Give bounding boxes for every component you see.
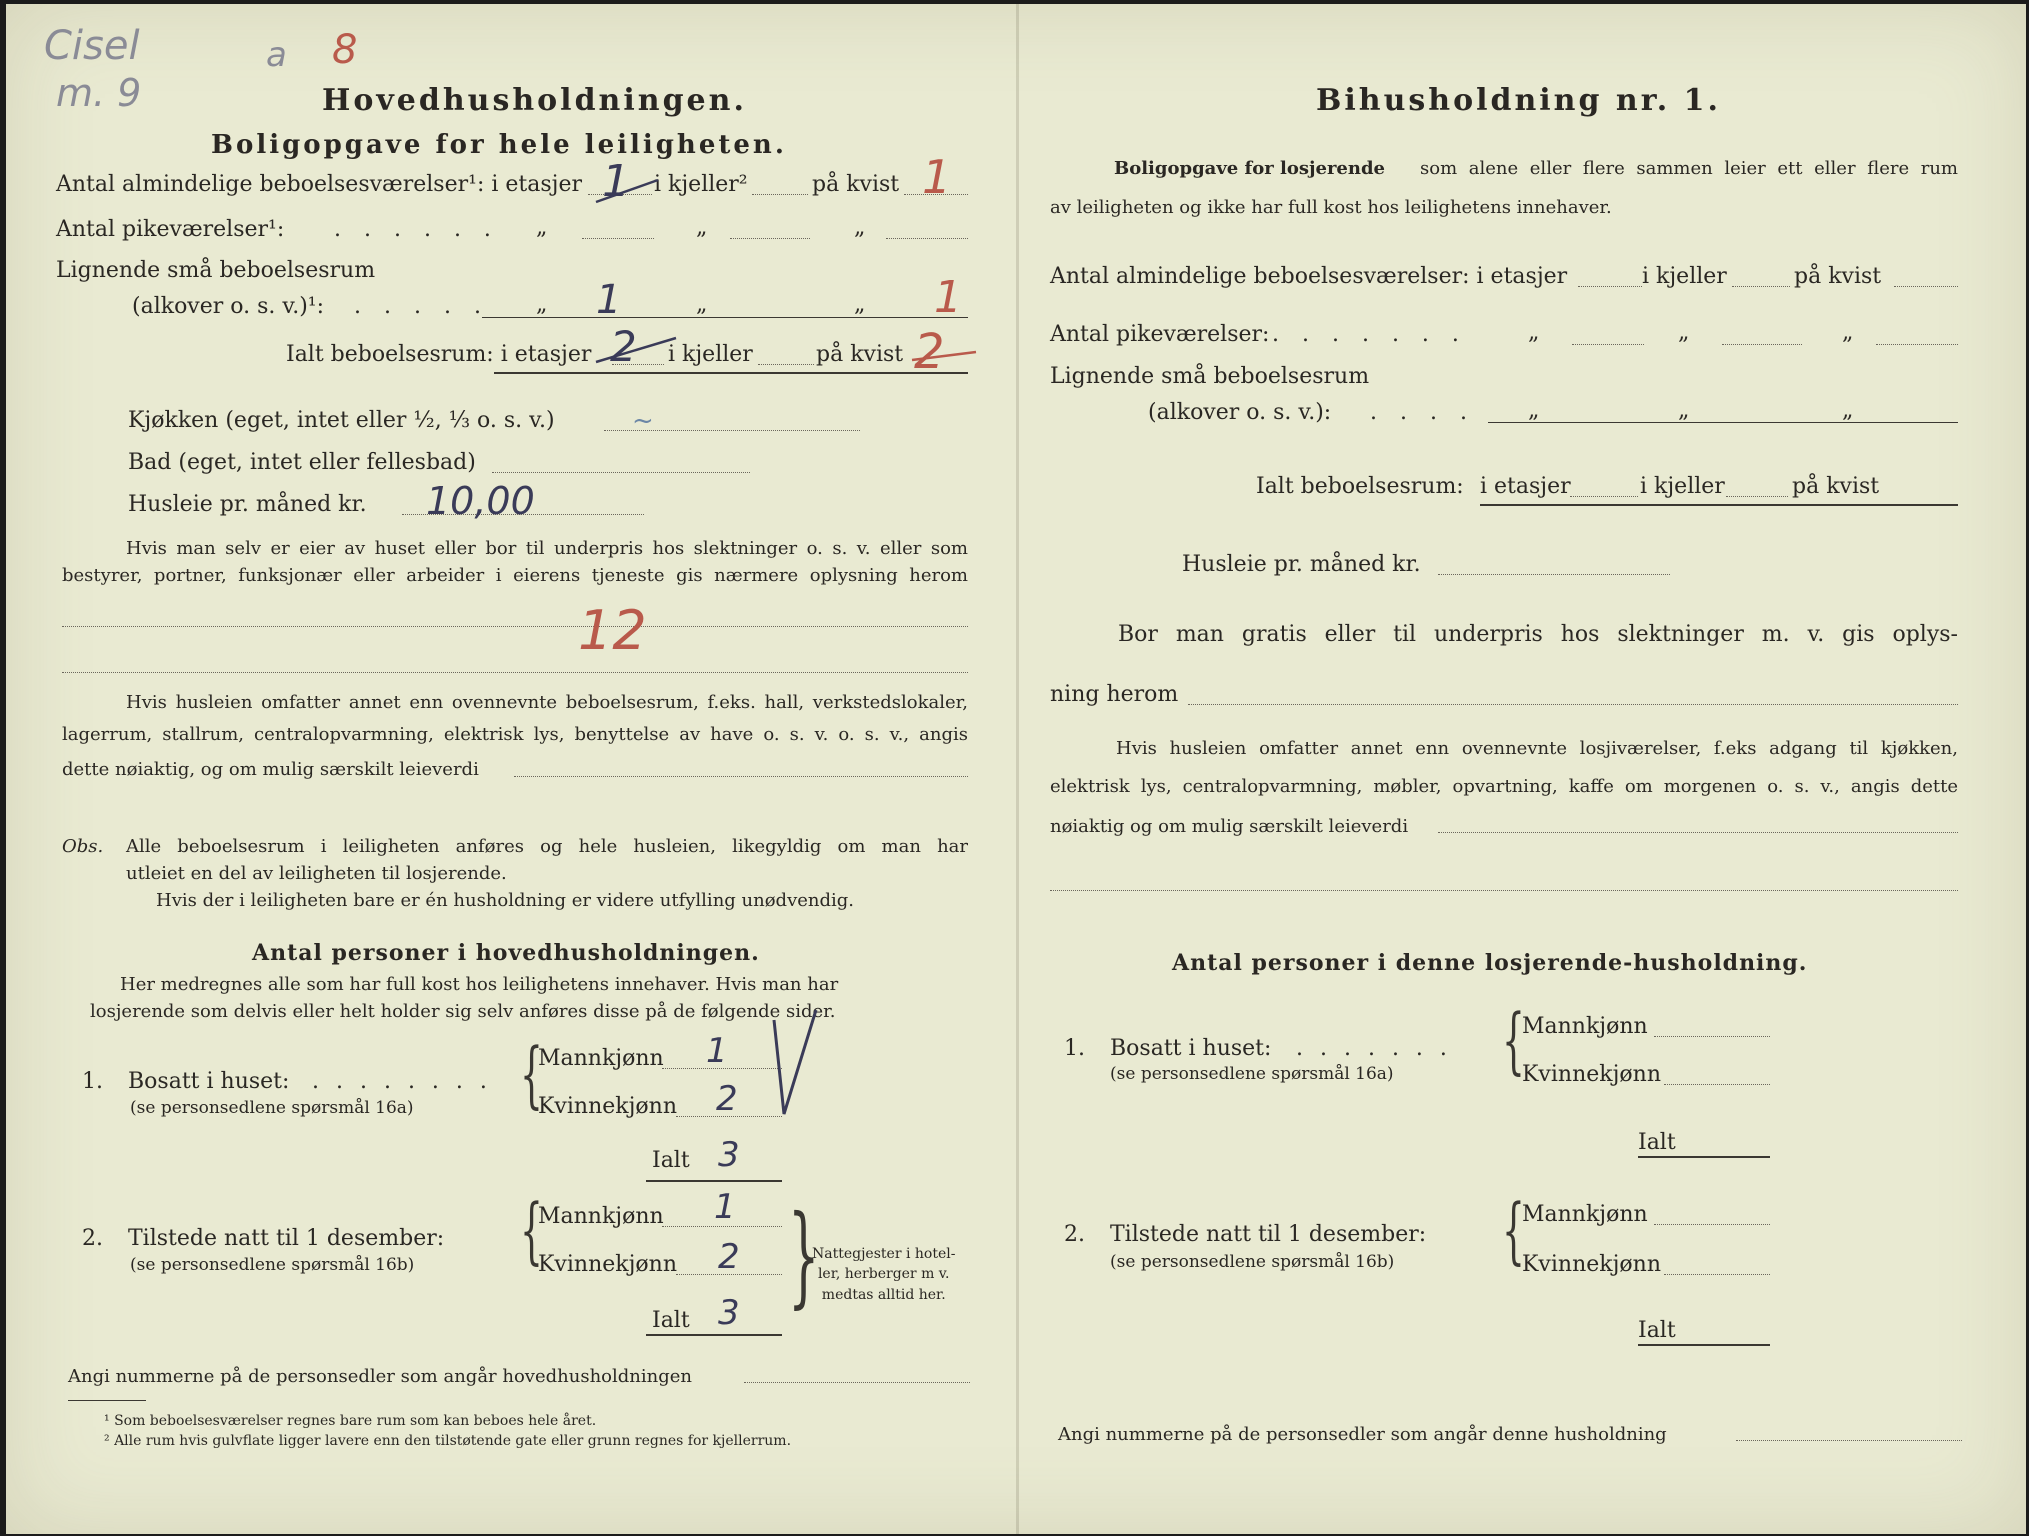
handwritten-ialt-etasjer-stroke [596, 338, 676, 362]
right-ialt-underline [1480, 504, 1958, 506]
left-row2-dots: . . . . . . [334, 217, 499, 242]
right-q2-ialt-label: Ialt [1638, 1318, 1676, 1343]
right-row1-kvist-label: på kvist [1794, 264, 1882, 289]
left-subtitle: Boligopgave for hele leiligheten. [211, 130, 787, 160]
left-q1-dots: . . . . . . . . [312, 1069, 492, 1094]
left-omfatter-line [514, 776, 968, 777]
handwritten-corner-mark-1: a [266, 35, 287, 75]
left-kjokken-label: Kjøkken (eget, intet eller ½, ⅓ o. s. v.) [128, 408, 555, 433]
left-eier-text-1: Hvis man selv er eier av huset eller bor til underpris hos slektninger o. s. v. eller som [126, 538, 968, 559]
left-husleie-label: Husleie pr. måned kr. [128, 492, 367, 517]
left-nattegjester-line-1: Nattegjester i hotel- [812, 1246, 956, 1262]
right-q1-number: 1. [1064, 1036, 1085, 1061]
left-bad-label: Bad (eget, intet eller fellesbad) [128, 450, 476, 475]
left-footnote-1: ¹ Som beboelsesværelser regnes bare rum som kan beboes hele året. [104, 1413, 597, 1429]
handwritten-corner-note-1: Cisel [44, 23, 140, 69]
left-nattegjester-line-3: medtas alltid her. [821, 1286, 946, 1303]
right-row3-ditto-1: „ [1528, 398, 1540, 423]
right-q1-brace: { [1502, 998, 1525, 1082]
right-omfatter-line-1 [1438, 832, 1958, 833]
left-omfatter-text-3: dette nøiaktig, og om mulig særskilt leieverdi [62, 759, 479, 780]
right-ialt-label: Ialt beboelsesrum: [1256, 474, 1464, 499]
right-row3-sublabel: (alkover o. s. v.): [1148, 400, 1332, 425]
left-nattegjester-note [812, 1244, 955, 1305]
right-husleie-label: Husleie pr. måned kr. [1182, 552, 1421, 577]
right-row3-label: Lignende små beboelsesrum [1050, 364, 1370, 389]
left-omfatter-text-1: Hvis husleien omfatter annet enn ovennevnte beboelsesrum, f.eks. hall, verkstedslokaler, [126, 692, 968, 713]
right-ialt-kjeller-line [1726, 496, 1788, 497]
handwritten-ialt-kvist: 2 [914, 324, 945, 380]
right-q1-mann-label: Mannkjønn [1522, 1014, 1648, 1039]
left-q2-label: Tilstede natt til 1 desember: [128, 1226, 445, 1251]
left-q1-ialt-underline [646, 1180, 782, 1182]
right-omfatter-text-1: Hvis husleien omfatter annet enn ovennevnte losjiværelser, f.eks adgang til kjøkken, [1116, 738, 1958, 759]
left-q2-reference: (se personsedlene spørsmål 16b) [130, 1255, 415, 1275]
left-eier-line-2 [62, 672, 968, 673]
right-row2-line-3 [1876, 344, 1958, 345]
handwritten-q2-ialt: 3 [718, 1293, 740, 1333]
right-intro-text: som alene eller flere sammen leier ett eller flere rum [1420, 158, 1958, 179]
handwritten-q2-mann: 1 [714, 1187, 736, 1227]
right-row1-label: Antal almindelige beboelsesværelser: i etasjer [1050, 264, 1568, 289]
left-persons-heading: Antal personer i hovedhusholdningen. [252, 940, 760, 966]
right-q1-ialt-label: Ialt [1638, 1130, 1676, 1155]
right-angi-line [1736, 1440, 1962, 1441]
right-q1-mann-line [1654, 1036, 1770, 1037]
right-q2-reference: (se personsedlene spørsmål 16b) [1110, 1252, 1395, 1272]
left-eier-line-1 [62, 626, 968, 627]
right-q2-label: Tilstede natt til 1 desember: [1110, 1222, 1427, 1247]
left-q1-ialt-label: Ialt [652, 1148, 690, 1173]
right-row2-dots: . . . . . . . [1272, 322, 1467, 347]
right-omfatter-text-3: nøiaktig og om mulig særskilt leieverdi [1050, 816, 1409, 837]
left-q1-mann-label: Mannkjønn [538, 1046, 664, 1071]
left-row2-ditto-2: „ [696, 215, 708, 240]
left-eier-text-2: bestyrer, portner, funksjonær eller arbeider i eierens tjeneste gis nærmere oplysning herom [62, 565, 968, 586]
right-persons-heading: Antal personer i denne losjerende-husholdning. [1172, 950, 1808, 976]
right-row3-ditto-3: „ [1842, 398, 1854, 423]
handwritten-q1-ialt: 3 [718, 1135, 740, 1175]
check-mark-icon [774, 1010, 816, 1114]
left-angi-line [744, 1382, 970, 1383]
left-persons-note-2: losjerende som delvis eller helt holder sig selv anføres disse på de følgende sider. [90, 1001, 836, 1022]
right-row3-line [1488, 422, 1958, 423]
left-ialt-kvist-label: på kvist [816, 342, 904, 367]
handwritten-ialt-etasjer: 2 [610, 322, 637, 371]
right-angi-text: Angi nummerne på de personsedler som angår denne husholdning [1058, 1424, 1667, 1445]
left-q2-ialt-underline [646, 1334, 782, 1336]
handwritten-kvist: 1 [922, 150, 952, 204]
right-row2-ditto-2: „ [1678, 320, 1690, 345]
left-footnote-rule [68, 1400, 146, 1401]
left-omfatter-text-2: lagerrum, stallrum, centralopvarmning, elektrisk lys, benyttelse av have o. s. v. o. s. v., angis [62, 724, 968, 745]
handwritten-q2-kvinne: 2 [718, 1237, 740, 1277]
right-ialt-kvist-label: på kvist [1792, 474, 1880, 499]
handwritten-check-mark [766, 1004, 826, 1124]
left-persons-note-1: Her medregnes alle som har full kost hos leilighetens innehaver. Hvis man har [120, 974, 839, 995]
left-nattegjester-line-2: ler, herberger m v. [817, 1266, 950, 1283]
left-q1-label: Bosatt i huset: [128, 1069, 290, 1094]
right-row2-label: Antal pikeværelser: [1050, 322, 1270, 347]
right-row2-ditto-3: „ [1842, 320, 1854, 345]
handwritten-strokes [566, 150, 986, 394]
right-gratis-text-1: Bor man gratis eller til underpris hos slektninger m. v. gis oplys- [1118, 622, 1958, 647]
handwritten-etasjer: 1 [602, 156, 630, 207]
right-q2-kvinne-label: Kvinnekjønn [1522, 1252, 1661, 1277]
left-row2-ditto-3: „ [854, 215, 866, 240]
handwritten-margin-note: 12 [578, 599, 647, 662]
left-row1-kjeller-label: i kjeller² [654, 172, 748, 197]
right-row2-ditto-1: „ [1528, 320, 1540, 345]
left-row1-label: Antal almindelige beboelsesværelser¹: i etasjer [56, 172, 583, 197]
handwritten-husleie: 10,00 [426, 479, 535, 523]
handwritten-q1-mann: 1 [706, 1031, 728, 1071]
right-q1-label: Bosatt i huset: [1110, 1036, 1272, 1061]
right-row2-line-2 [1722, 344, 1802, 345]
left-ialt-kjeller-label: i kjeller [668, 342, 753, 367]
handwritten-corner-note-2: m. 9 [56, 71, 142, 115]
right-intro-bold: Boligopgave for losjerende [1114, 158, 1386, 179]
handwritten-etasjer-stroke [596, 180, 658, 202]
right-gratis-line [1188, 704, 1958, 705]
right-row1-etasjer-line [1578, 286, 1642, 287]
left-row1-kvist-label: på kvist [812, 172, 900, 197]
right-row1-kvist-line [1894, 286, 1958, 287]
right-omfatter-line-2 [1050, 890, 1958, 891]
handwritten-q1-kvinne: 2 [716, 1079, 738, 1119]
right-q1-kvinne-line [1664, 1084, 1770, 1085]
left-q1-reference: (se personsedlene spørsmål 16a) [130, 1098, 414, 1118]
right-row2-line-1 [1572, 344, 1644, 345]
left-row2-label: Antal pikeværelser¹: [56, 217, 285, 242]
left-q2-ialt-label: Ialt [652, 1308, 690, 1333]
left-row3-dots: . . . . . [354, 294, 489, 319]
right-omfatter-text-2: elektrisk lys, centralopvarmning, møbler, opvartning, kaffe om morgenen o. s. v., angis dette [1050, 776, 1958, 797]
handwritten-kjokken: ~ [632, 406, 654, 436]
left-q1-brace: { [520, 1032, 543, 1116]
left-angi-text: Angi nummerne på de personsedler som angår hovedhusholdningen [68, 1366, 692, 1387]
right-q2-ialt-underline [1638, 1344, 1770, 1346]
right-q2-brace: { [1502, 1188, 1525, 1272]
left-obs-text-2: utleiet en del av leiligheten til losjerende. [126, 863, 507, 884]
right-q1-reference: (se personsedlene spørsmål 16a) [1110, 1064, 1394, 1084]
left-row3-ditto-3: „ [854, 292, 866, 317]
right-q1-ialt-underline [1638, 1156, 1770, 1158]
right-row3-ditto-2: „ [1678, 398, 1690, 423]
right-ialt-kjeller-label: i kjeller [1640, 474, 1725, 499]
right-q2-mann-label: Mannkjønn [1522, 1202, 1648, 1227]
left-footnote-2: ² Alle rum hvis gulvflate ligger lavere enn den tilstøtende gate eller grunn regnes for kjellerrum. [104, 1433, 792, 1449]
handwritten-alkover-etasjer: 1 [596, 277, 622, 323]
right-row3-dots: . . . . [1370, 400, 1475, 425]
left-row3-label: Lignende små beboelsesrum [56, 258, 376, 283]
left-q2-brace: { [520, 1188, 543, 1272]
right-gratis-text-2: ning herom [1050, 682, 1179, 707]
left-q2-mann-label: Mannkjønn [538, 1204, 664, 1229]
right-intro-text-2: av leiligheten og ikke har full kost hos leilighetens innehaver. [1050, 197, 1612, 218]
left-nattegjester-brace: } [788, 1191, 820, 1319]
left-row3-ditto-2: „ [696, 292, 708, 317]
left-q1-kvinne-label: Kvinnekjønn [538, 1094, 677, 1119]
right-row1-kjeller-line [1732, 286, 1790, 287]
left-row3-ditto-1: „ [536, 292, 548, 317]
handwritten-ialt-kvist-stroke [912, 352, 976, 360]
handwritten-alkover-kvist: 1 [934, 272, 962, 323]
left-ialt-label: Ialt beboelsesrum: i etasjer [286, 342, 592, 367]
page-fold [1016, 4, 1019, 1534]
right-q2-mann-line [1654, 1224, 1770, 1225]
left-obs-text-1: Alle beboelsesrum i leiligheten anføres og hele husleien, likegyldig om man har [126, 836, 968, 857]
left-title: Hovedhusholdningen. [322, 83, 747, 118]
right-row1-kjeller-label: i kjeller [1642, 264, 1727, 289]
left-obs-label: Obs. [62, 836, 104, 857]
right-husleie-line [1438, 574, 1670, 575]
left-obs-text-3: Hvis der i leiligheten bare er én husholdning er videre utfylling unødvendig. [156, 890, 855, 911]
right-q1-dots: . . . . . . . [1296, 1036, 1452, 1061]
right-title: Bihusholdning nr. 1. [1316, 83, 1721, 118]
left-q2-number: 2. [82, 1226, 103, 1251]
left-bad-line [492, 472, 750, 473]
right-q2-kvinne-line [1664, 1274, 1770, 1275]
left-row3-sublabel: (alkover o. s. v.)¹: [132, 294, 325, 319]
left-q1-number: 1. [82, 1069, 103, 1094]
right-q1-kvinne-label: Kvinnekjønn [1522, 1062, 1661, 1087]
right-ialt-etasjer-line [1570, 496, 1638, 497]
right-q2-number: 2. [1064, 1222, 1085, 1247]
left-q2-kvinne-label: Kvinnekjønn [538, 1252, 677, 1277]
right-ialt-etasjer-label: i etasjer [1480, 474, 1571, 499]
census-form-sheet [6, 4, 2026, 1534]
left-row2-ditto-1: „ [536, 215, 548, 240]
handwritten-corner-mark-2: 8 [332, 27, 358, 73]
